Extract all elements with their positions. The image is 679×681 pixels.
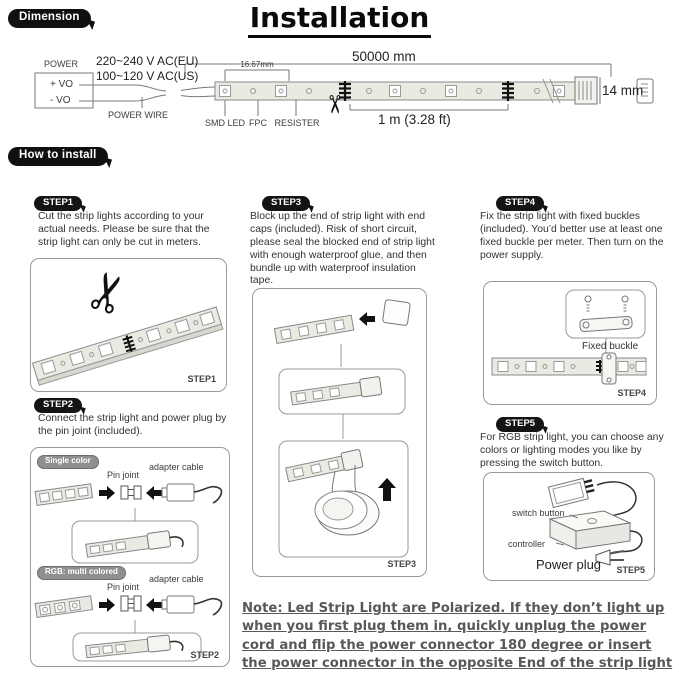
step2-badge: STEP2 (34, 398, 82, 413)
pin-joint-label: Pin joint (107, 470, 140, 480)
minus-vo-label: - VO (50, 95, 71, 106)
step3-text: Block up the end of strip light with end caps (included). Risk of short circuit, please seal the blocked end of strip light with enough waterproof glue, and then bundle up with waterproof insulation tape. (250, 211, 435, 287)
strip-width-label: 14 mm (602, 83, 644, 98)
step5-text: For RGB strip light, you can choose any colors or lighting modes you like by pressing the switch button. (480, 432, 664, 469)
scissors-icon: ✂ (319, 94, 349, 115)
page-title-text: Installation (248, 1, 432, 38)
step2-illustration-box (30, 447, 230, 667)
cut-length-label: 1 m (3.28 ft) (378, 112, 451, 127)
step5-illustration-box (483, 472, 655, 581)
step4-caption: STEP4 (617, 388, 646, 398)
step1-caption: STEP1 (187, 374, 216, 384)
voltage-us-label: 100~120 V AC(US) (96, 69, 199, 83)
pin-joint-label: Pin joint (107, 582, 140, 592)
step2-caption: STEP2 (190, 650, 219, 660)
power-wire-lines (93, 85, 166, 101)
end-cap (382, 299, 410, 325)
pin-joint-4pin (121, 596, 141, 611)
step3-caption: STEP3 (387, 559, 416, 569)
resister-label: RESISTER (274, 118, 320, 128)
rgb-multi-colored-pill: RGB: multi colored (37, 566, 126, 580)
step2-illustration (31, 448, 227, 664)
pin-joint-2pin (121, 486, 141, 499)
step4-text: Fix the strip light with fixed buckles (included). You’d better use at least one fixed buckle per meter. Then turn on the power supply. (480, 211, 664, 261)
fpc-label: FPC (249, 118, 267, 128)
step2-text: Connect the strip light and power plug by the pin joint (included). (38, 413, 227, 437)
step1-badge: STEP1 (34, 196, 82, 211)
scissors-icon: ✂ (73, 263, 145, 323)
arrow-right-icon (99, 598, 115, 612)
step5-badge: STEP5 (496, 417, 544, 432)
controller-label: controller (508, 539, 546, 549)
dimension-diagram (0, 48, 679, 144)
power-plug-label: Power plug (536, 557, 602, 572)
total-length-label: 50000 mm (352, 49, 416, 64)
step1-illustration-box (30, 258, 227, 392)
step3-illustration (253, 289, 424, 574)
page-title (0, 1, 679, 34)
how-to-install-badge: How to install (8, 147, 108, 166)
arrow-right-icon (99, 486, 115, 500)
smd-led-label: SMD LED (204, 118, 245, 128)
step4-illustration-box (483, 281, 657, 405)
plus-vo-label: + VO (50, 79, 74, 90)
step4-badge: STEP4 (496, 196, 544, 211)
pitch-label: 16.67mm (240, 60, 274, 69)
arrow-left-icon (146, 486, 162, 500)
polarity-note: Note: Led Strip Light are Polarized. If they don’t light up when you first plug them in, quickly unplug the power cord and flip the power connector 180 degree or insert the power connector in the opposite End of the strip light (242, 601, 673, 672)
step3-illustration-box (252, 288, 427, 577)
power-label: POWER (44, 59, 79, 69)
adapter-cable-drawing (162, 484, 221, 503)
power-wire-label: POWER WIRE (108, 110, 168, 120)
strip-connector (548, 476, 596, 507)
dimension-badge: Dimension (8, 9, 91, 28)
switch-button-label: switch button (512, 508, 565, 518)
adapter-cable-label: adapter cable (149, 574, 204, 584)
arrow-left-icon (146, 598, 162, 612)
voltage-eu-label: 220~240 V AC(EU) (96, 54, 199, 68)
step3-badge: STEP3 (262, 196, 310, 211)
end-connector (575, 77, 597, 104)
cut-length-dimension-line (350, 104, 508, 110)
fixed-buckle-label: Fixed buckle (582, 341, 639, 352)
pitch-dimension-line (225, 70, 289, 81)
single-color-pill: Single color (37, 455, 99, 469)
arrow-left-icon (359, 312, 375, 326)
adapter-cable-drawing (162, 596, 221, 615)
step1-text: Cut the strip lights according to your actual needs. Please be sure that the strip light can only be cut in meters. (38, 211, 210, 248)
adapter-cable-label: adapter cable (149, 462, 204, 472)
step5-caption: STEP5 (616, 565, 645, 575)
